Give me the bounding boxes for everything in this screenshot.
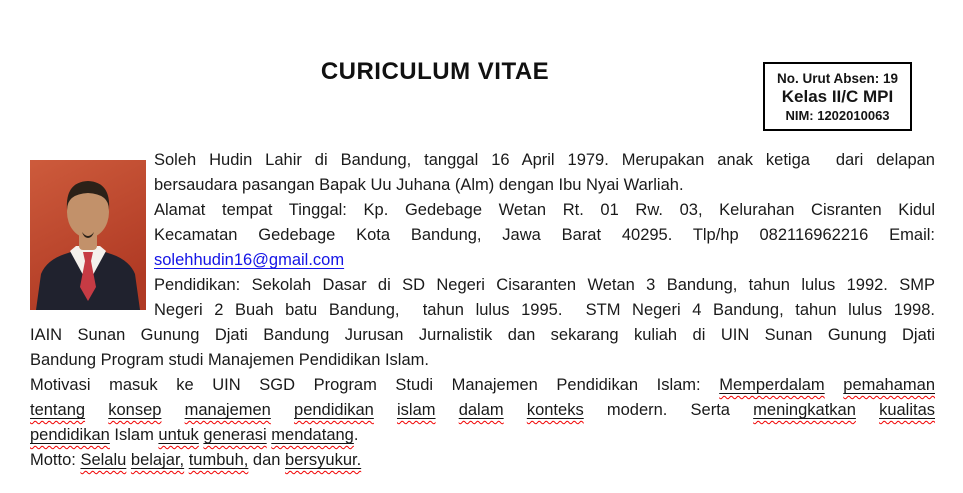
text-line xyxy=(30,398,935,423)
text-run xyxy=(856,401,879,419)
spellcheck-squiggle: mendatang xyxy=(271,426,354,444)
text-line xyxy=(30,248,935,273)
text-run xyxy=(85,401,108,419)
underlined-word xyxy=(203,426,266,444)
spellcheck-squiggle: pendidikan xyxy=(30,426,110,444)
spellcheck-squiggle: islam xyxy=(397,401,436,419)
text-line xyxy=(30,323,935,348)
underlined-word xyxy=(294,401,374,419)
underlined-word xyxy=(459,401,504,419)
student-info-box xyxy=(763,62,912,131)
text-run: Motivasi masuk ke UIN SGD Program Studi Manajemen Pendidikan Islam: xyxy=(30,376,720,394)
text-run: Negeri 2 Buah batu Bandung, tahun lulus 1995. STM Negeri 4 Bandung, tahun lulus 1998. xyxy=(154,301,935,319)
text-line xyxy=(30,198,935,223)
spellcheck-squiggle: dalam xyxy=(458,401,504,419)
spellcheck-squiggle: pendidikan xyxy=(294,401,374,419)
text-run xyxy=(504,401,527,419)
underlined-word xyxy=(527,401,584,419)
underlined-word xyxy=(271,426,354,444)
page-title: CURICULUM VITAE xyxy=(320,58,550,85)
nim-number: NIM: 1202010063 xyxy=(785,107,890,123)
text-run: bersaudara pasangan Bapak Uu Juhana (Alm) dengan Ibu Nyai Warliah. xyxy=(154,176,684,194)
spellcheck-squiggle: meningkatkan xyxy=(753,401,856,419)
text-run: modern. Serta xyxy=(583,401,754,419)
text-run: Motto: xyxy=(30,451,81,469)
underlined-word xyxy=(285,451,361,469)
spellcheck-squiggle: Memperdalam xyxy=(719,376,825,394)
spellcheck-squiggle: konsep xyxy=(108,401,162,419)
text-line xyxy=(30,148,935,173)
text-run: . xyxy=(353,426,359,444)
profile-photo xyxy=(30,160,146,310)
spellcheck-squiggle: konteks xyxy=(526,401,584,419)
text-run: Alamat tempat Tinggal: Kp. Gedebage Wetan Rt. 01 Rw. 03, Kelurahan Cisranten Kidul xyxy=(154,201,935,219)
text-line xyxy=(30,448,935,473)
text-line xyxy=(30,423,935,448)
text-line xyxy=(30,298,935,323)
text-run: dan xyxy=(248,451,286,469)
underlined-word xyxy=(131,451,184,469)
text-line xyxy=(30,373,935,398)
text-run: IAIN Sunan Gunung Djati Bandung Jurusan Jurnalistik dan sekarang kuliah di UIN Sunan Gunung Djati xyxy=(30,326,935,344)
spellcheck-squiggle: tumbuh, xyxy=(188,451,249,469)
spellcheck-squiggle: belajar, xyxy=(130,451,185,469)
spellcheck-squiggle: kualitas xyxy=(879,401,936,419)
text-run xyxy=(825,376,844,394)
underlined-word xyxy=(185,401,271,419)
text-line xyxy=(30,173,935,198)
text-run: Soleh Hudin Lahir di Bandung, tanggal 16 April 1979. Merupakan anak ketiga dari delapan xyxy=(154,151,935,169)
text-run: Pendidikan: Sekolah Dasar di SD Negeri Cisaranten Wetan 3 Bandung, tahun lulus 1992. SMP xyxy=(154,276,935,294)
text-line xyxy=(30,223,935,248)
body xyxy=(30,148,935,473)
text-run: Kecamatan Gedebage Kota Bandung, Jawa Barat 40295. Tlp/hp 082116962216 Email: xyxy=(154,226,935,244)
email-link[interactable]: solehhudin16@gmail.com xyxy=(154,251,345,269)
class-label: Kelas II/C MPI xyxy=(781,86,894,106)
spellcheck-squiggle: generasi xyxy=(203,426,267,444)
underlined-word xyxy=(843,376,935,394)
underlined-word xyxy=(189,451,249,469)
underlined-word xyxy=(80,451,126,469)
text-run xyxy=(436,401,459,419)
underlined-word xyxy=(879,401,935,419)
underlined-word xyxy=(753,401,856,419)
spellcheck-squiggle: tentang xyxy=(30,401,86,419)
underlined-word xyxy=(158,426,198,444)
text-run: Bandung Program studi Manajemen Pendidikan Islam. xyxy=(30,351,429,369)
underlined-word xyxy=(108,401,161,419)
underlined-word xyxy=(30,401,85,419)
text-run: Islam xyxy=(109,426,159,444)
text-line xyxy=(30,273,935,298)
spellcheck-squiggle: manajemen xyxy=(184,401,271,419)
text-run xyxy=(271,401,294,419)
absen-number: No. Urut Absen: 19 xyxy=(776,70,898,86)
spellcheck-squiggle: Selalu xyxy=(80,451,127,469)
body-lines xyxy=(30,148,935,473)
underlined-word xyxy=(30,426,110,444)
underlined-word xyxy=(397,401,436,419)
spellcheck-squiggle: untuk xyxy=(158,426,199,444)
spellcheck-squiggle: pemahaman xyxy=(843,376,935,394)
underlined-word xyxy=(719,376,824,394)
spellcheck-squiggle: bersyukur. xyxy=(285,451,362,469)
text-run xyxy=(161,401,184,419)
text-run xyxy=(374,401,397,419)
text-line xyxy=(30,348,935,373)
